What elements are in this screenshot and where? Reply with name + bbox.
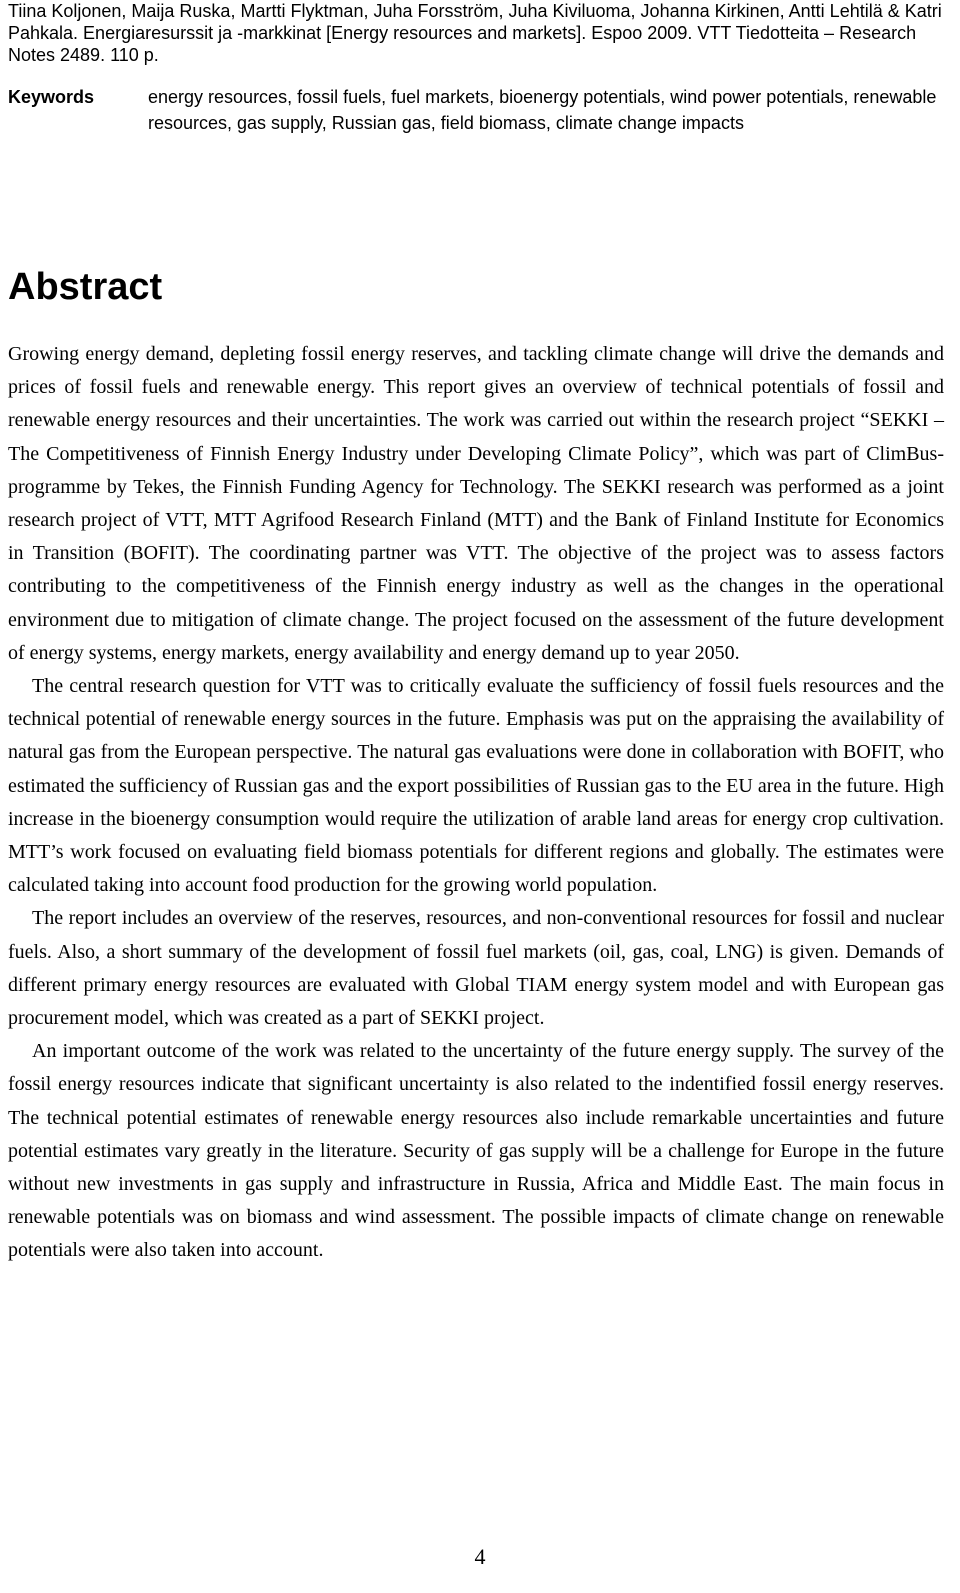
abstract-paragraph: The central research question for VTT was to critically evaluate the sufficiency of fossil fuels resources and the technical potential of renewable energy sources in the future. Emphasis was put on the appraising the availability of natural gas from the European perspective. The natural gas evaluations were done in collaboration with BOFIT, who estimated the sufficiency of Russian gas and the export possibilities of Russian gas to the EU area in the future. High increase in the bioenergy consumption would require the utilization of arable land areas for energy crop cultivation. MTT’s work focused on evaluating field biomass potentials for different regions and globally. The estimates were calculated taking into account food production for the growing world population. <box>8 675 944 897</box>
abstract-paragraph: An important outcome of the work was related to the uncertainty of the future energy supply. The survey of the fossil energy resources indicate that significant uncertainty is also related to the indentified fossil energy reserves. The technical potential estimates of renewable energy resources also include remarkable uncertainties and future potential estimates vary greatly in the literature. Security of gas supply will be a challenge for Europe in the future without new investments in gas supply and infrastructure in Russia, Africa and Middle East. The main focus in renewable potentials was on biomass and wind assessment. The possible impacts of climate change on renewable potentials were also taken into account. <box>8 1040 944 1262</box>
keywords-label: Keywords <box>8 87 95 107</box>
abstract-paragraph: Growing energy demand, depleting fossil energy reserves, and tackling climate change will drive the demands and prices of fossil fuels and renewable energy. This report gives an overview of technical potentials of fossil and renewable energy resources and their uncertainties. The work was carried out within the research project “SEKKI – The Competitiveness of Finnish Energy Industry under Developing Climate Policy”, which was part of ClimBus-programme by Tekes, the Finnish Funding Agency for Technology. The SEKKI research was performed as a joint research project of VTT, MTT Agrifood Research Finland (MTT) and the Bank of Finland Institute for Economics in Transition (BOFIT). The coordinating partner was VTT. The objective of the project was to assess factors contributing to the competitiveness of the Finnish energy industry as well as the changes in the operational environment due to mitigation of climate change. The project focused on the assessment of the future development of energy systems, energy markets, energy availability and energy demand up to year 2050. <box>8 343 944 664</box>
abstract-paragraph: The report includes an overview of the reserves, resources, and non-conventional resources for fossil and nuclear fuels. Also, a short summary of the development of fossil fuel markets (oil, gas, coal, LNG) is given. Demands of different primary energy resources are evaluated with Global TIAM energy system model and with European gas procurement model, which was created as a part of SEKKI project. <box>8 907 944 1030</box>
keywords-text: energy resources, fossil fuels, fuel markets, bioenergy potentials, wind power potentials, renewable resources, gas supply, Russian gas, field biomass, climate change impacts <box>148 87 937 133</box>
abstract-heading: Abstract <box>8 266 163 308</box>
page-number: 4 <box>474 1544 486 1569</box>
abstract-body <box>8 338 944 1268</box>
citation: Tiina Koljonen, Maija Ruska, Martti Flyktman, Juha Forsström, Juha Kiviluoma, Johanna Kirkinen, Antti Lehtilä & Katri Pahkala. Energiaresurssit ja -markkinat [Energy resources and markets]. Espoo 2009. VTT Tiedotteita – Research Notes 2489. 110 p. <box>8 1 942 65</box>
keywords-section <box>8 84 952 136</box>
